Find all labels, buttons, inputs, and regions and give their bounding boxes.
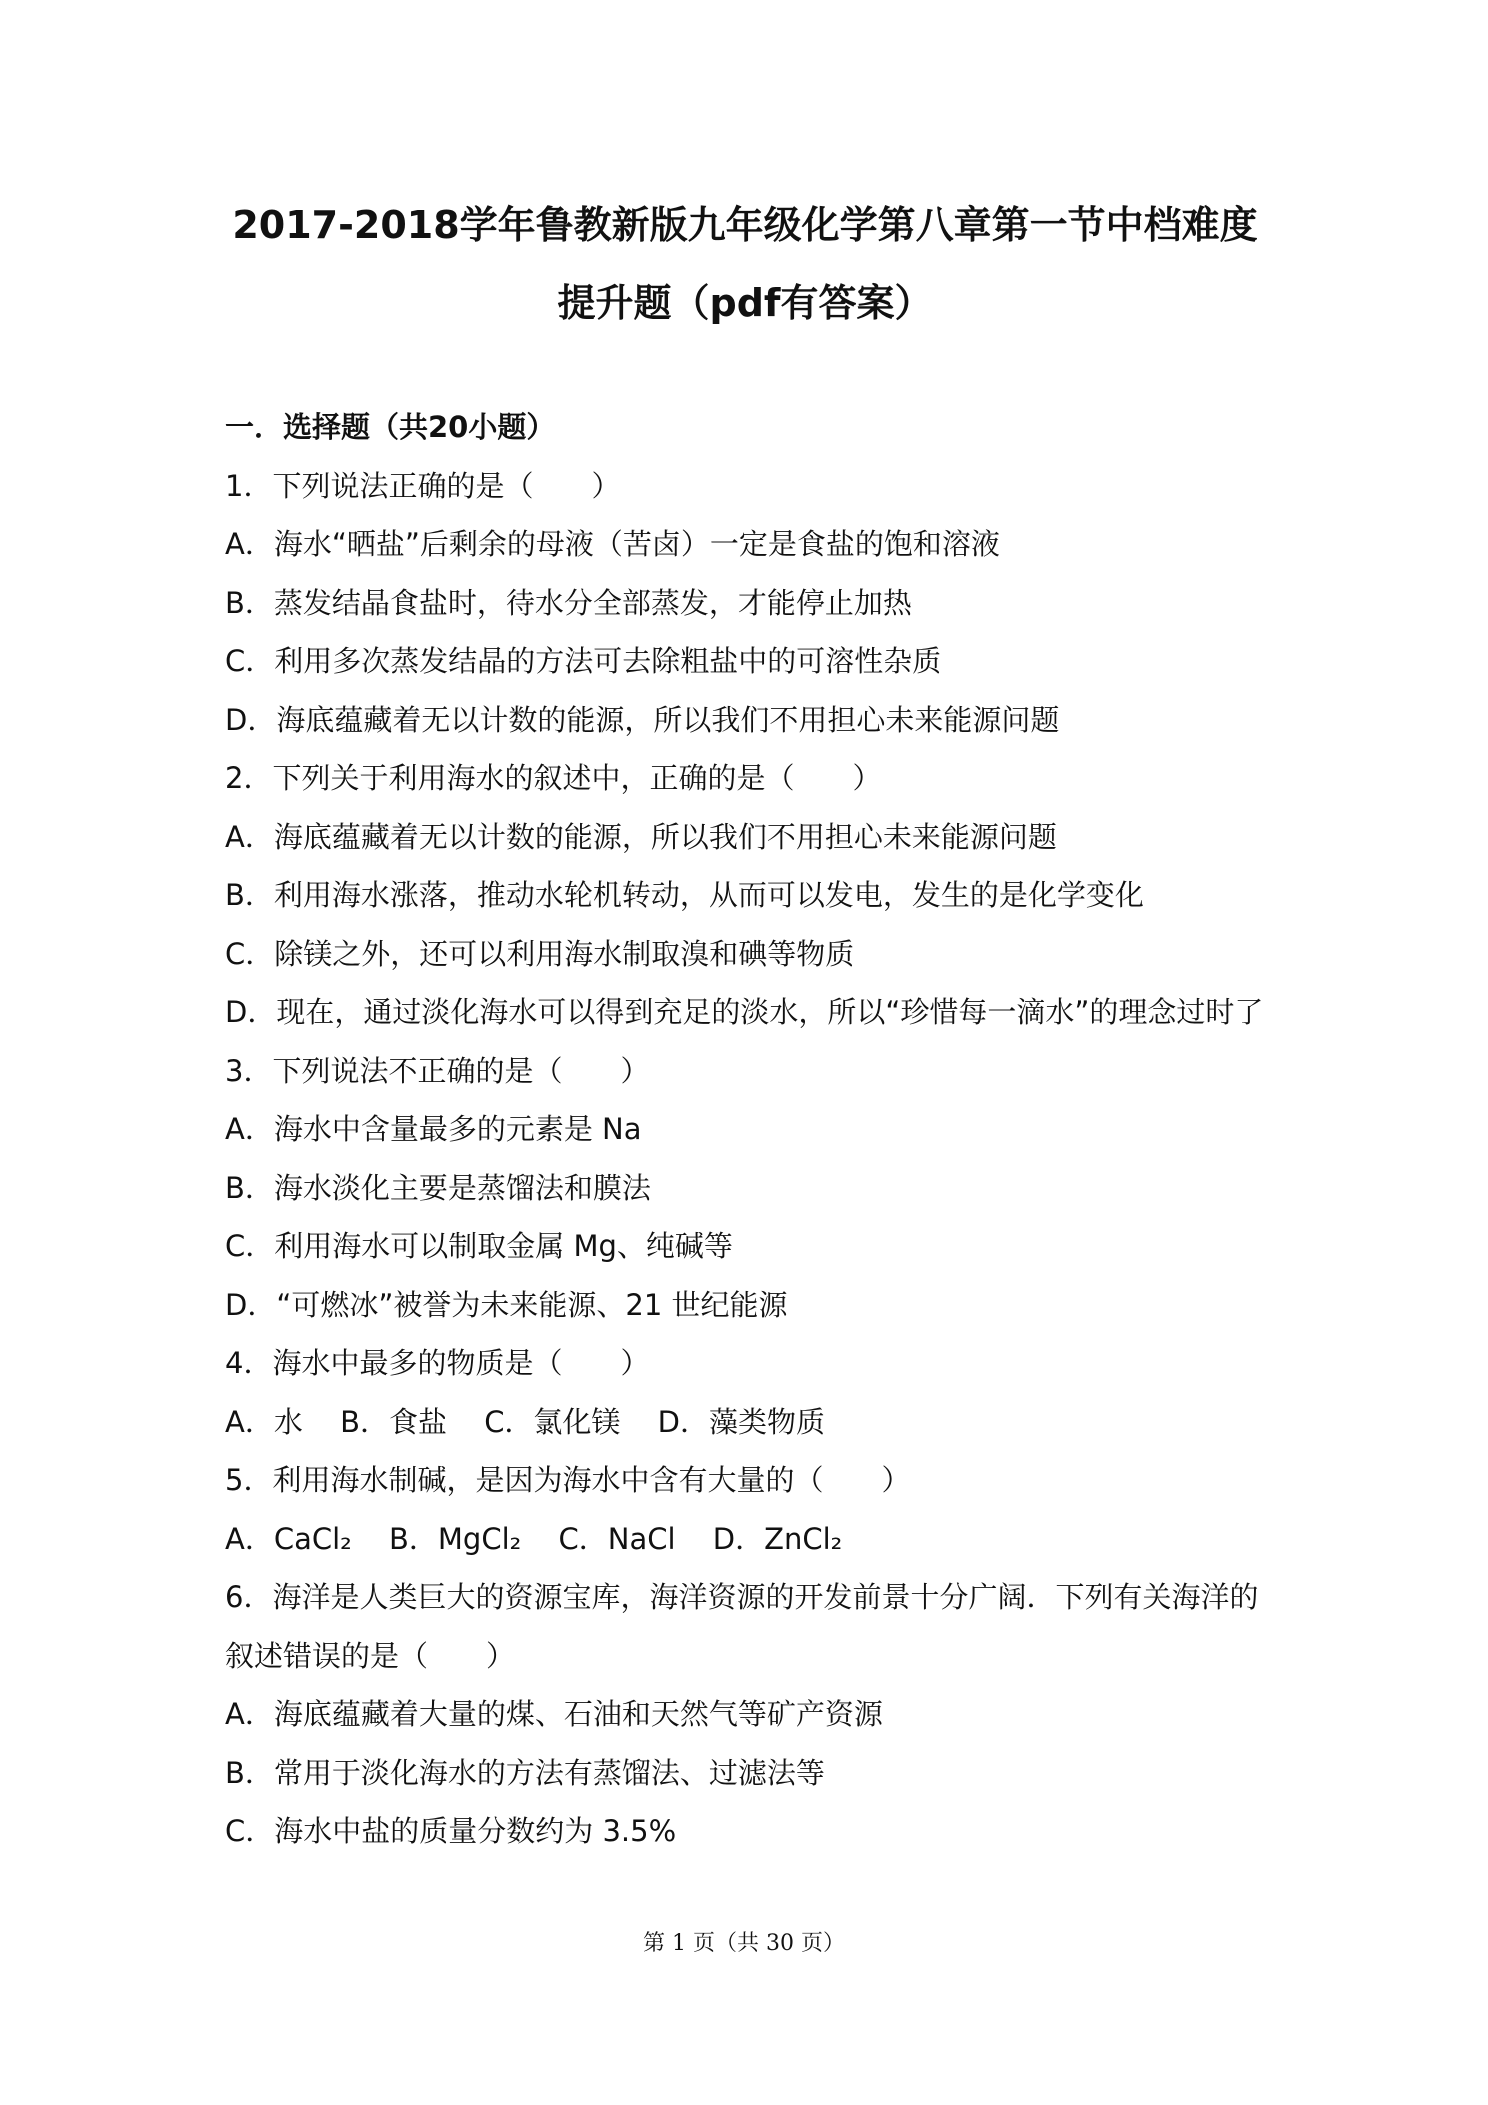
question-6-stem: 6．海洋是人类巨大的资源宝库，海洋资源的开发前景十分广阔．下列有关海洋的叙述错误的是（ ） xyxy=(225,1580,1259,1673)
question-5-option-b: B．MgCl₂ xyxy=(389,1521,522,1556)
question-1-option-b: B．蒸发结晶食盐时，待水分全部蒸发，才能停止加热 xyxy=(225,585,912,620)
question-4-option-c: C．氯化镁 xyxy=(484,1404,621,1439)
question-list xyxy=(225,398,1270,1861)
question-1-option-d: D．海底蕴藏着无以计数的能源，所以我们不用担心未来能源问题 xyxy=(225,702,1060,737)
question-2-option-a: A．海底蕴藏着无以计数的能源，所以我们不用担心未来能源问题 xyxy=(225,819,1057,854)
question-2-option-c: C．除镁之外，还可以利用海水制取溴和碘等物质 xyxy=(225,936,855,971)
question-1-stem: 1．下列说法正确的是（ ） xyxy=(225,468,621,503)
question-4-option-a: A．水 xyxy=(225,1404,303,1439)
question-5-stem: 5．利用海水制碱，是因为海水中含有大量的（ ） xyxy=(225,1463,911,1497)
question-4-stem: 4．海水中最多的物质是（ ） xyxy=(225,1346,650,1380)
page-footer: 第 1 页（共 30 页） xyxy=(643,1931,845,1956)
question-4-option-d: D．藻类物质 xyxy=(657,1404,825,1439)
question-6-option-a: A．海底蕴藏着大量的煤、石油和天然气等矿产资源 xyxy=(225,1697,883,1731)
question-6-option-b: B．常用于淡化海水的方法有蒸馏法、过滤法等 xyxy=(225,1755,825,1790)
question-4-options xyxy=(225,1393,1270,1452)
question-5-option-d: D．ZnCl₂ xyxy=(712,1521,843,1556)
section-heading: 一．选择题（共20小题） xyxy=(225,410,556,444)
question-1-option-a: A．海水“晒盐”后剩余的母液（苦卤）一定是食盐的饱和溶液 xyxy=(225,527,1000,561)
question-3-option-c: C．利用海水可以制取金属 Mg、纯碱等 xyxy=(225,1229,733,1263)
question-1-option-c: C．利用多次蒸发结晶的方法可去除粗盐中的可溶性杂质 xyxy=(225,644,942,678)
question-5-options xyxy=(225,1510,1270,1569)
question-4-option-b: B．食盐 xyxy=(340,1404,447,1439)
question-3-option-a: A．海水中含量最多的元素是 Na xyxy=(225,1112,642,1146)
question-3-stem: 3．下列说法不正确的是（ ） xyxy=(225,1053,650,1088)
question-2-stem: 2．下列关于利用海水的叙述中，正确的是（ ） xyxy=(225,761,882,795)
question-2-option-b: B．利用海水涨落，推动水轮机转动，从而可以发电，发生的是化学变化 xyxy=(225,878,1144,912)
document-title: 2017-2018学年鲁教新版九年级化学第八章第一节中档难度提升题（pdf有答案） xyxy=(232,203,1258,325)
question-2-option-d: D．现在，通过淡化海水可以得到充足的淡水，所以“珍惜每一滴水”的理念过时了 xyxy=(225,995,1264,1029)
question-3-option-b: B．海水淡化主要是蒸馏法和膜法 xyxy=(225,1170,651,1205)
question-5-option-c: C．NaCl xyxy=(558,1521,676,1556)
question-6-option-c: C．海水中盐的质量分数约为 3.5% xyxy=(225,1814,677,1848)
question-5-option-a: A．CaCl₂ xyxy=(225,1521,352,1556)
question-3-option-d: D．“可燃冰”被誉为未来能源、21 世纪能源 xyxy=(225,1287,788,1322)
